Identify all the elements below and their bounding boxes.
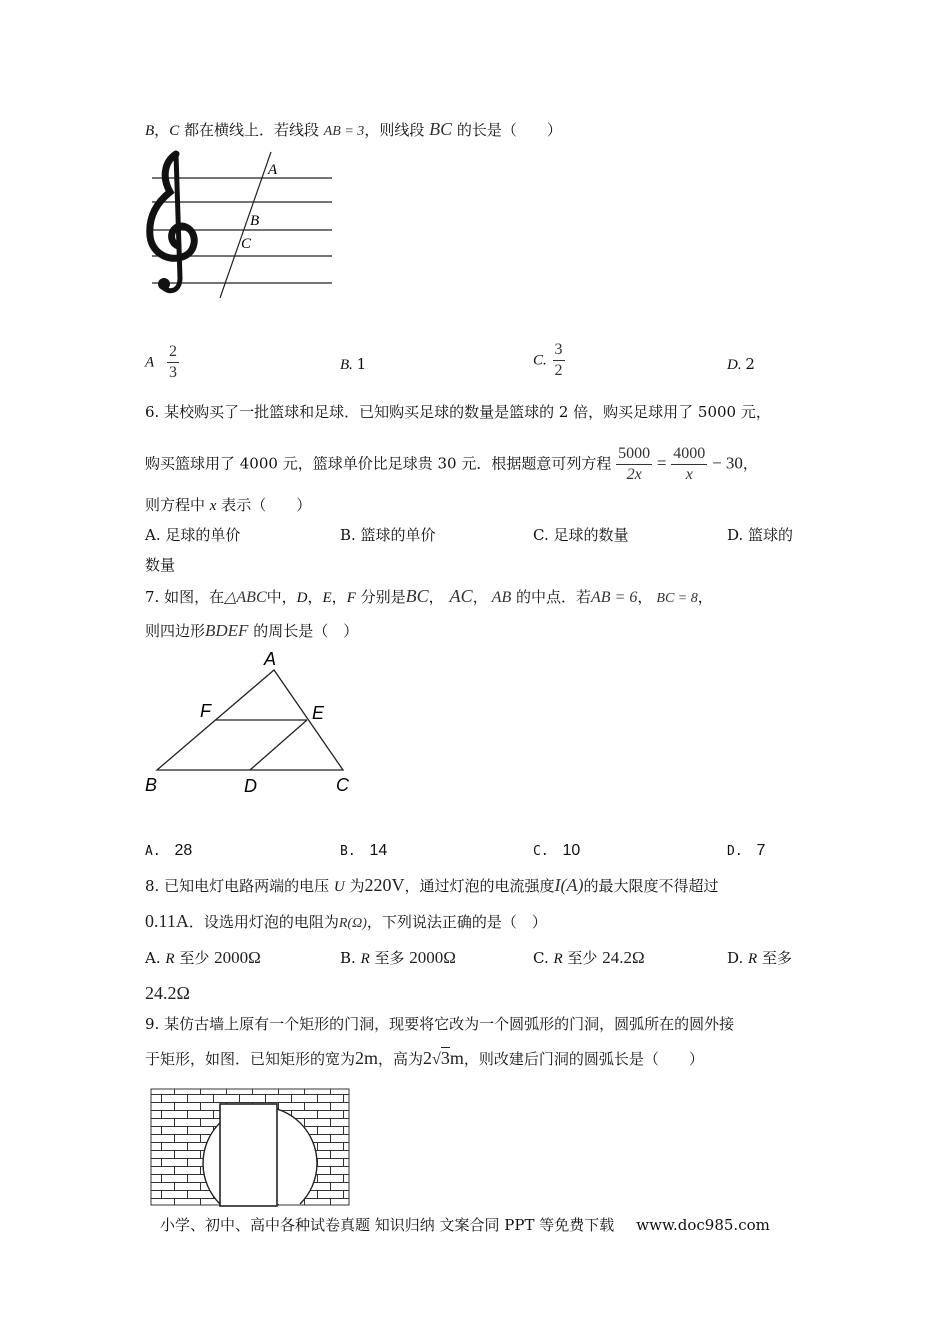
q6-eq-frac-1 bbox=[616, 444, 652, 485]
q8-option-b-text: 至多 bbox=[369, 949, 410, 967]
q8-option-d-text: 至多 bbox=[757, 949, 792, 967]
q6-line-3-pre: 则方程中 bbox=[145, 496, 210, 514]
q7-label-d: D bbox=[244, 776, 257, 796]
q5-stem-end: 的长是（ ） bbox=[452, 121, 562, 139]
q6-eq-den-2: x bbox=[685, 466, 693, 483]
q6-eq-num-2: 4000 bbox=[671, 444, 707, 465]
q8-var-u: U bbox=[333, 879, 345, 895]
q6-eq-tail: − 30 bbox=[712, 453, 743, 473]
q9-line-1: 9. 某仿古墙上原有一个矩形的门洞，现要将它改为一个圆弧形的门洞，圆弧所在的圆外接 bbox=[145, 1015, 735, 1033]
q7-option-b-value: 14 bbox=[369, 842, 388, 859]
q7-label-b: B bbox=[145, 775, 158, 795]
q9-line-2 bbox=[145, 1047, 704, 1071]
q7-line-1-mid2: 分别是 bbox=[355, 588, 406, 606]
q5-option-c-den: 2 bbox=[554, 362, 563, 379]
q8-line-1-pre: 8. 已知电灯电路两端的电压 bbox=[145, 877, 334, 895]
q5-option-a-fraction bbox=[167, 342, 179, 383]
q5-bc: BC bbox=[429, 119, 453, 139]
q9-line-2-pre: 于矩形，如图．已知矩形的宽为 bbox=[145, 1050, 356, 1068]
q7-line-1: 7. 如图，在△ABC中，D，E，F 分别是BC， AC， AB 的中点．若AB = 6， BC = 8， bbox=[145, 586, 713, 606]
q6-line-3 bbox=[145, 494, 311, 517]
q6-eq-equals: = bbox=[656, 453, 667, 473]
q8-option-a-value: 2000Ω bbox=[214, 948, 261, 967]
q9-height: 2√3m bbox=[423, 1048, 464, 1068]
q5-ab-expr: AB = 3 bbox=[323, 124, 365, 139]
q8-current-limit: 0.11A bbox=[145, 911, 189, 931]
q6-eq-frac-2 bbox=[671, 444, 707, 485]
q7-option-d-letter: D. bbox=[727, 844, 743, 859]
q5-option-c-fraction bbox=[553, 340, 565, 381]
q8-option-a-letter: A. bbox=[145, 949, 166, 967]
q7-seg-ac: AC bbox=[449, 586, 473, 606]
q5-option-a[interactable] bbox=[145, 342, 179, 383]
q9-height-radicand: 3 bbox=[440, 1048, 450, 1068]
q8-resistance: R(Ω) bbox=[338, 916, 367, 931]
q7-seg-bc: BC bbox=[405, 586, 429, 606]
q8-option-c-value: 24.2Ω bbox=[602, 948, 645, 967]
q8-option-d-r: R bbox=[748, 951, 758, 967]
q7-line-1-mid3: 的中点．若 bbox=[511, 588, 592, 606]
q7-option-a-value: 28 bbox=[174, 842, 193, 859]
q6-line-2-pre: 购买篮球用了 4000 元，篮球单价比足球贵 30 元．根据题意可列方程 bbox=[145, 454, 612, 473]
q8-option-d-letter: D. bbox=[727, 949, 749, 967]
q7-ab-value: AB = 6 bbox=[591, 589, 638, 606]
q9-height-coef: 2 bbox=[423, 1048, 433, 1068]
q7-option-a-letter: A. bbox=[145, 844, 161, 859]
q5-label-a: A bbox=[268, 162, 278, 178]
oblique-line bbox=[220, 152, 271, 298]
q7-comma: ， bbox=[637, 588, 653, 606]
q5-point-b: B bbox=[145, 123, 155, 139]
q8-option-c-letter: C. bbox=[533, 949, 554, 967]
q8-option-c-text: 至少 bbox=[562, 949, 603, 967]
q6-line-2 bbox=[145, 444, 758, 485]
q7-line-1-mid: 中， bbox=[266, 588, 297, 606]
q5-option-a-den: 3 bbox=[168, 364, 177, 381]
q8-voltage: 220V bbox=[364, 875, 405, 895]
q5-label-b: B bbox=[250, 213, 260, 229]
footer-text: 小学、初中、高中各种试卷真题 知识归纳 文案合同 PPT 等免费下载 bbox=[160, 1216, 615, 1234]
q8-line-1-mid2: ，通过灯泡的电流强度 bbox=[404, 877, 555, 895]
q6-option-d[interactable]: D. 篮球的 bbox=[727, 526, 794, 544]
q5-option-d-letter: D. bbox=[727, 357, 746, 373]
q6-option-c[interactable]: C. 足球的数量 bbox=[533, 526, 629, 544]
q9-height-unit: m bbox=[449, 1048, 464, 1068]
q5-option-d-value: 2 bbox=[745, 355, 755, 373]
q5-stem-mid2: ，则线段 bbox=[364, 121, 430, 139]
q7-triangle: △ABC bbox=[224, 589, 267, 606]
q7-line-2-pre: 则四边形 bbox=[145, 622, 206, 640]
q7-point-e: E bbox=[322, 590, 332, 606]
q5-option-c-letter: C. bbox=[533, 352, 551, 369]
q5-label-c: C bbox=[241, 236, 252, 252]
q7-option-c-letter: C. bbox=[533, 844, 549, 859]
rectangular-door bbox=[220, 1104, 277, 1206]
q6-line-1: 6. 某校购买了一批篮球和足球．已知购买足球的数量是篮球的 2 倍，购买足球用了 5000 元， bbox=[145, 403, 771, 421]
q7-line-1-pre: 7. 如图，在 bbox=[145, 588, 225, 606]
q9-line-2-mid: ，高为 bbox=[378, 1050, 424, 1068]
q8-option-b[interactable] bbox=[340, 947, 456, 970]
segment-ed bbox=[250, 720, 307, 770]
q6-eq-den-1: 2x bbox=[626, 466, 642, 483]
q8-option-b-letter: B. bbox=[340, 949, 361, 967]
q7-quad: BDEF bbox=[205, 621, 249, 640]
q7-line-2-end: 的周长是（ ） bbox=[248, 622, 359, 640]
footer-url[interactable]: www.doc985.com bbox=[636, 1216, 770, 1234]
q5-stem bbox=[145, 118, 562, 143]
q7-bc-value: BC = 8 bbox=[656, 591, 698, 606]
q7-option-c[interactable] bbox=[533, 840, 580, 863]
q8-line-1-end: 的最大限度不得超过 bbox=[583, 877, 719, 895]
q7-option-a[interactable] bbox=[145, 840, 192, 863]
q5-staff-figure bbox=[140, 148, 340, 303]
q7-option-c-value: 10 bbox=[562, 842, 581, 859]
q7-label-e: E bbox=[312, 703, 325, 723]
q5-option-d[interactable] bbox=[727, 353, 755, 376]
page-footer bbox=[160, 1214, 770, 1235]
q7-option-d-value: 7 bbox=[756, 842, 766, 859]
q6-option-b[interactable]: B. 篮球的单价 bbox=[340, 526, 436, 544]
q7-label-c: C bbox=[336, 775, 349, 795]
treble-clef-icon bbox=[150, 154, 194, 291]
q6-eq-num-1: 5000 bbox=[616, 444, 652, 465]
q8-line-2-mid: ．设选用灯泡的电阻为 bbox=[188, 913, 339, 931]
q9-line-2-end: ，则改建后门洞的圆弧长是（ ） bbox=[463, 1050, 704, 1068]
q6-line-3-end: 表示（ ） bbox=[216, 496, 312, 514]
q5-option-a-letter: A bbox=[145, 354, 155, 371]
q7-option-b[interactable] bbox=[340, 840, 387, 863]
q8-line-2-end: ，下列说法正确的是（ ） bbox=[366, 913, 547, 931]
q7-option-d[interactable] bbox=[727, 840, 765, 863]
q7-point-f: F bbox=[346, 590, 356, 606]
q7-option-b-letter: B. bbox=[340, 844, 356, 859]
q5-option-b-letter: B. bbox=[340, 357, 357, 373]
q7-line-2 bbox=[145, 620, 358, 642]
q8-option-c-r: R bbox=[553, 951, 563, 967]
q8-option-a-r: R bbox=[165, 951, 175, 967]
q8-option-d-wrap: 24.2Ω bbox=[145, 983, 190, 1003]
q6-option-a[interactable]: A. 足球的单价 bbox=[145, 526, 241, 544]
q6-var-x: x bbox=[209, 498, 217, 514]
q8-current: I(A) bbox=[554, 875, 584, 895]
q8-option-b-r: R bbox=[360, 951, 370, 967]
q7-seg-ab: AB bbox=[491, 589, 512, 606]
q8-line-1 bbox=[145, 874, 719, 898]
q8-option-a-text: 至少 bbox=[174, 949, 215, 967]
q6-line-2-end: ， bbox=[742, 454, 758, 473]
q9-width: 2m bbox=[355, 1048, 379, 1068]
q7-comma-2: ， bbox=[697, 588, 713, 606]
q9-wall-figure bbox=[148, 1086, 353, 1208]
q5-option-c[interactable] bbox=[533, 340, 565, 381]
q7-label-f: F bbox=[200, 701, 211, 721]
q7-triangle-figure bbox=[140, 645, 365, 800]
q8-option-d[interactable] bbox=[727, 947, 792, 970]
q5-point-c: C bbox=[169, 123, 180, 139]
q5-option-b-value: 1 bbox=[356, 355, 367, 373]
q8-option-a[interactable] bbox=[145, 947, 261, 970]
q8-line-2 bbox=[145, 910, 547, 935]
q5-sep: ， bbox=[154, 121, 170, 139]
q7-label-a: A bbox=[264, 649, 277, 669]
q5-option-a-num: 2 bbox=[167, 342, 179, 363]
q8-option-b-value: 2000Ω bbox=[409, 948, 456, 967]
q5-option-b[interactable] bbox=[340, 353, 366, 376]
q8-option-c[interactable] bbox=[533, 947, 645, 970]
q5-option-c-num: 3 bbox=[553, 340, 565, 361]
q7-point-d: D bbox=[296, 590, 308, 606]
q5-stem-mid: 都在横线上．若线段 bbox=[179, 121, 324, 139]
q8-line-1-mid: 为 bbox=[344, 877, 365, 895]
q6-option-d-wrap: 数量 bbox=[145, 556, 176, 574]
